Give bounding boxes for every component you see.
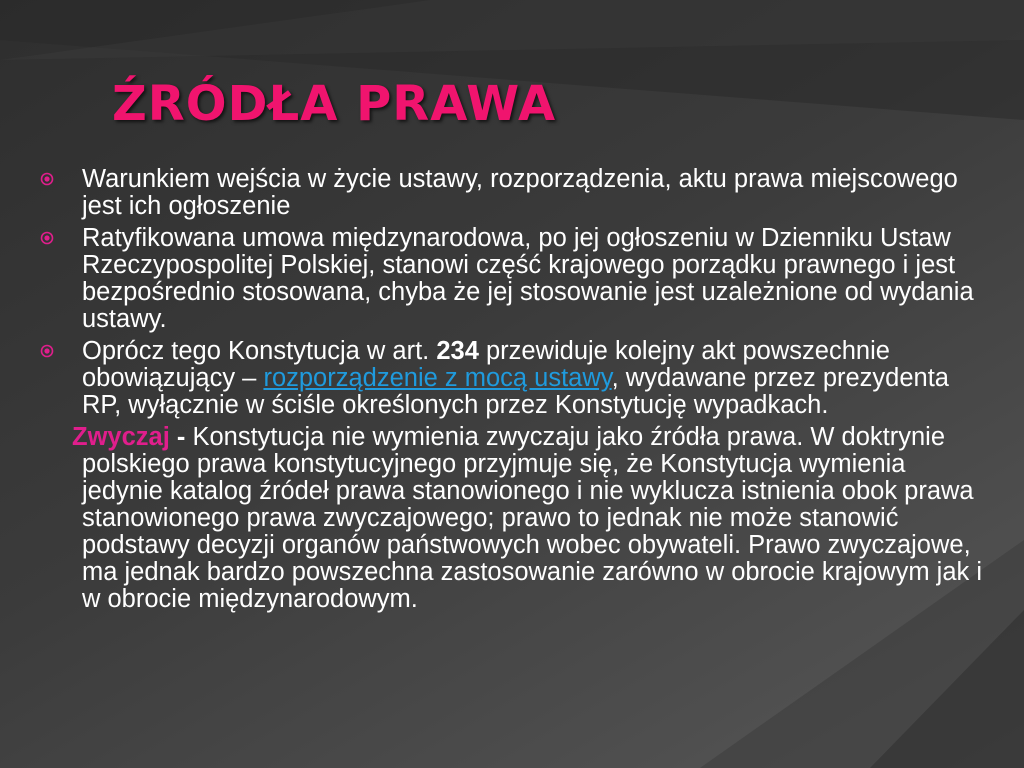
bullet-text: Warunkiem wejścia w życie ustawy, rozporządzenia, aktu prawa miejscowego jest ich ogłoszenie: [82, 165, 958, 220]
bullet-item: [38, 166, 988, 220]
slide-content: [38, 166, 988, 613]
bullet-text-post: , wydawane przez prezydenta RP, wyłącznie w ściśle określonych przez Konstytucję wypadkach.: [82, 364, 949, 419]
bullet-text-pre: Oprócz tego Konstytucja w art.: [82, 337, 437, 365]
paragraph-text: Konstytucja nie wymienia zwyczaju jako źródła prawa. W doktrynie polskiego prawa konstytucyjnego przyjmuje się, że Konstytucja wymienia jedynie katalog źródeł prawa stanowionego i nie wyklucza istnienia obok prawa stanowionego prawa zwyczajowego; prawo to jednak nie może stanowić podstawy decyzji organów państwowych wobec obywateli. Prawo zwyczajowe, ma jednak bardzo powszechna zastosowanie zarówno w obrocie krajowym jak i w obrocie międzynarodowym.: [82, 423, 983, 613]
ring-dot-bullet-icon: [40, 172, 54, 186]
ring-dot-bullet-icon: [40, 344, 54, 358]
bullet-item: [38, 225, 988, 333]
bullet-text: Ratyfikowana umowa międzynarodowa, po jej ogłoszeniu w Dzienniku Ustaw Rzeczypospolitej Polskiej, stanowi część krajowego porządku prawnego i jest bezpośrednio stosowana, chyba że jej stosowanie jest uzależnione od wydania ustawy.: [82, 224, 974, 333]
article-number: 234: [436, 337, 479, 365]
custom-law-paragraph: [38, 424, 988, 613]
slide-title: ŹRÓDŁA PRAWA: [112, 76, 557, 132]
ring-dot-bullet-icon: [40, 231, 54, 245]
regulation-link[interactable]: rozporządzenie z mocą ustawy: [263, 364, 612, 392]
bullet-item: [38, 338, 988, 419]
keyword-zwyczaj: Zwyczaj: [72, 423, 170, 451]
bullet-text-mid: przewiduje kolejny akt powszechnie obowiązujący –: [82, 337, 890, 392]
keyword-dash: -: [169, 423, 193, 451]
